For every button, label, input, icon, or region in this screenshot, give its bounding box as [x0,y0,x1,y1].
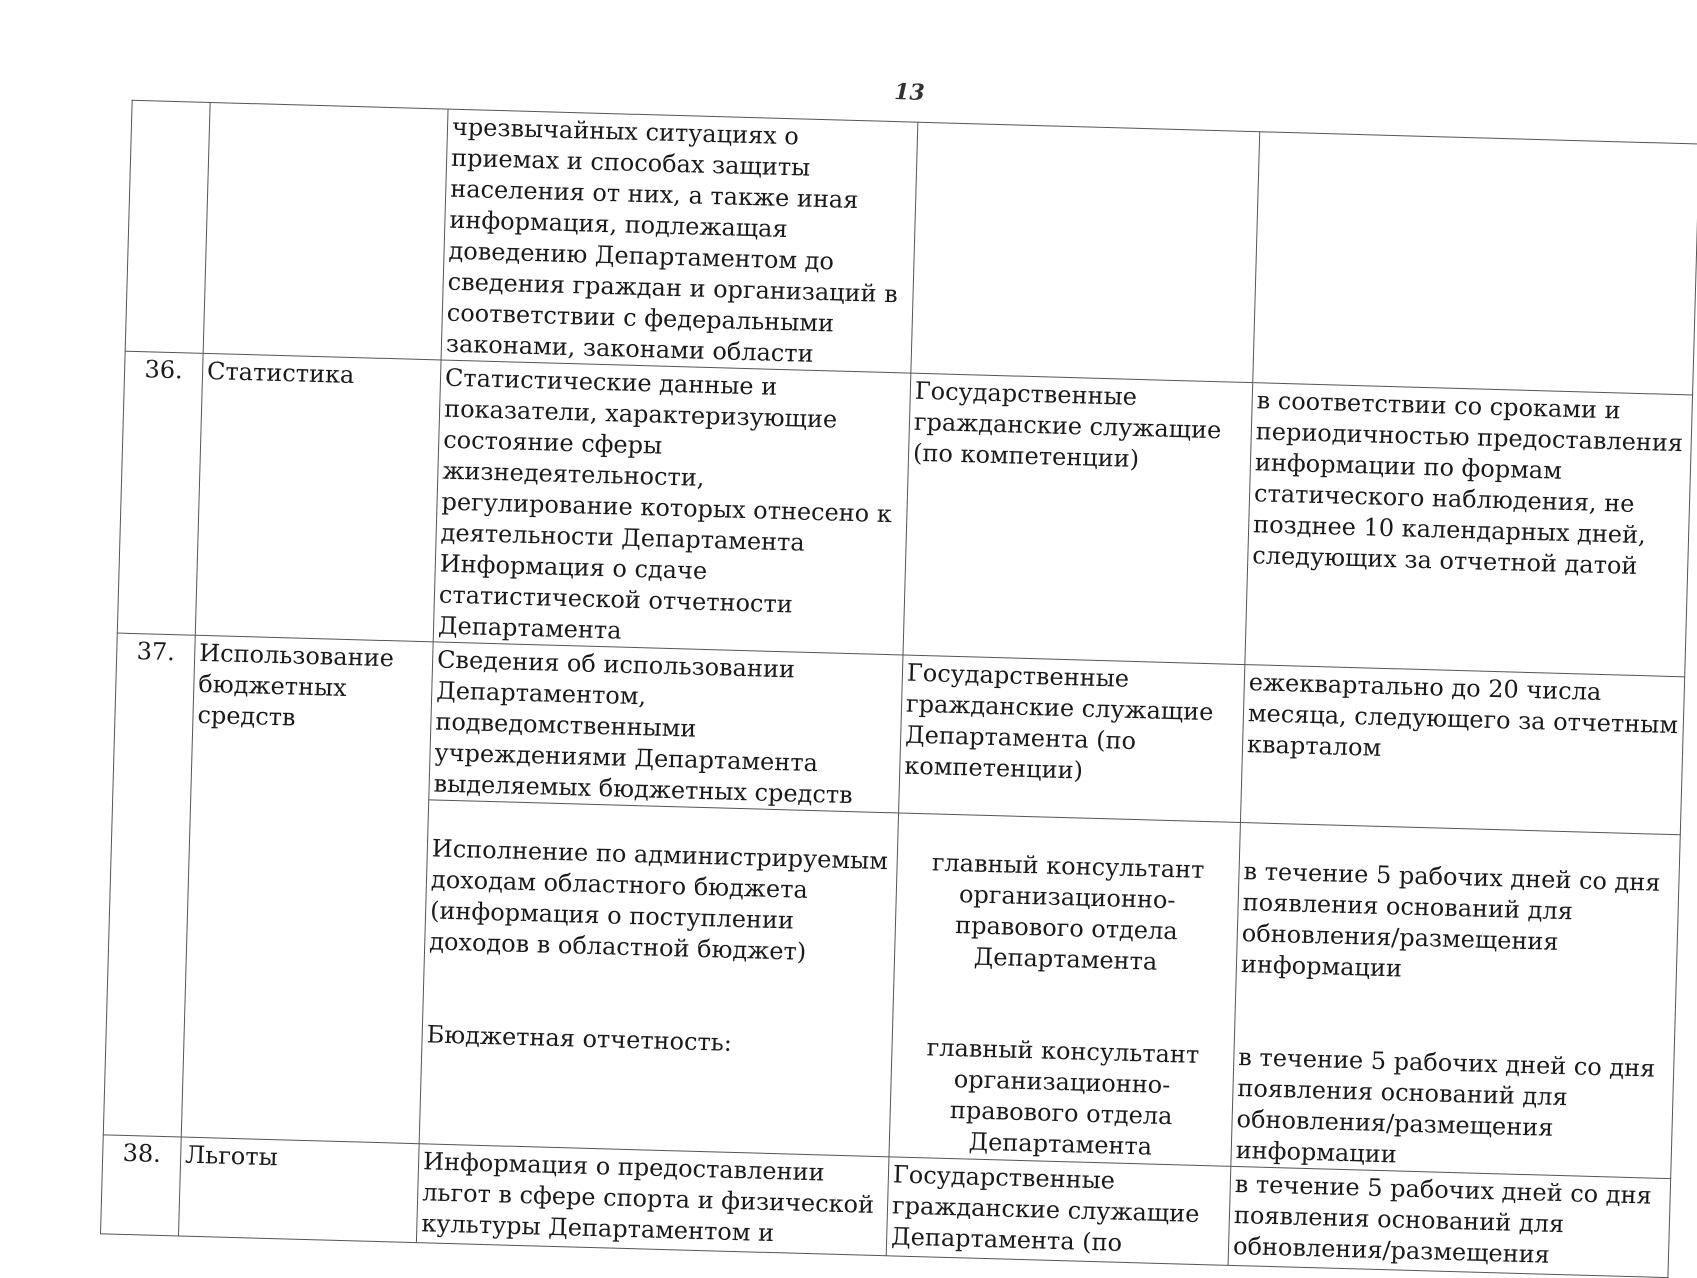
deadline-cell: ежеквартально до 20 числа месяца, следующего за отчетным кварталом [1240,665,1684,835]
content-cell: Статистические данные и показатели, характеризующие состояние сферы жизнедеятельности, регулирование которых отнесено к деятельности Департамента Информация о сдаче статистической отчетности Департамента [433,360,911,655]
deadline-cell [1253,132,1697,395]
table-row-continuation [125,100,1697,395]
responsible-text: главный консультант организационно-правового отдела Департамента [931,848,1205,976]
row-number-cell: 36. [117,351,203,635]
deadline-text: в течение 5 рабочих дней со дня появления оснований для обновления/размещения информации [1240,857,1661,983]
deadline-cell: в течение 5 рабочих дней со дня появления оснований для обновления/размещения [1228,1166,1671,1277]
row-number-cell: 37. [103,633,195,1137]
deadline-cell [1231,822,1680,1178]
responsible-cell [889,813,1240,1166]
deadline-cell: в соответствии со сроками и периодичностью предоставления информации по формам статического наблюдения, не позднее 10 календарных дней, следующих за отчетной датой [1245,383,1693,677]
information-table [100,100,1697,1278]
row-number-cell [125,100,210,353]
category-cell: Льготы [178,1137,419,1243]
table-row-36 [117,351,1692,677]
category-cell [203,102,448,360]
row-number-cell: 38. [101,1135,182,1236]
responsible-cell: Государственные гражданские служащие (по компетенции) [903,373,1253,664]
responsible-cell: Государственные гражданские служащие Департамента (по компетенции) [899,655,1245,822]
content-text: Бюджетная отчетность: [426,1020,733,1057]
content-cell [419,800,898,1157]
content-cell: чрезвычайных ситуациях о приемах и способах защиты населения от них, а также иная информация, подлежащая доведению Департаментом до сведения граждан и организаций в соответствии с федеральными законами, законами области [441,109,918,373]
content-text: Исполнение по администрируемым доходам областного бюджета (информация о поступлении доходов в областной бюджет) [428,834,889,966]
category-cell: Статистика [195,353,441,642]
deadline-text: в течение 5 рабочих дней со дня появления оснований для обновления/размещения информации [1235,1043,1656,1169]
page-number: 13 [893,79,926,106]
content-cell: Сведения об использовании Департаментом, подведомственными учреждениями Департамента выделяемых бюджетных средств [429,642,903,813]
content-cell: Информация о предоставлении льгот в сфере спорта и физической культуры Департаментом и [416,1144,889,1256]
responsible-cell: Государственные гражданские служащие Департамента (по [886,1157,1231,1266]
category-cell: Использование бюджетных средств [181,635,433,1143]
responsible-cell [911,122,1260,382]
responsible-text: главный консультант организационно-правового отдела Департамента [926,1033,1200,1161]
